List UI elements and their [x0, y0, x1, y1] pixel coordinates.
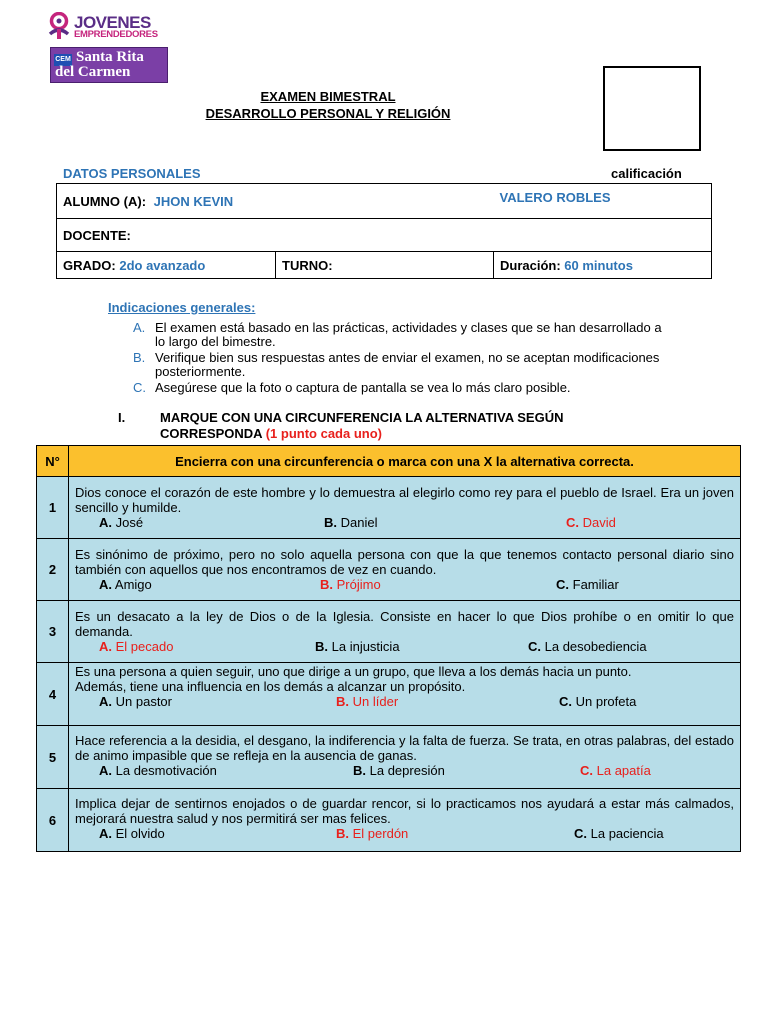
docente-label: DOCENTE:: [63, 227, 131, 243]
option-text: La injusticia: [331, 639, 400, 654]
option-a[interactable]: [99, 515, 143, 530]
question-number: 5: [37, 726, 69, 789]
option-b[interactable]: [324, 515, 377, 530]
question-row-3: [37, 601, 741, 663]
options-row: [69, 515, 740, 531]
option-text: El olvido: [115, 826, 165, 841]
option-a[interactable]: [99, 826, 165, 841]
logo-emblem-icon: [46, 12, 72, 40]
option-b[interactable]: [336, 694, 398, 709]
option-c[interactable]: [559, 694, 636, 709]
alumno-row: [57, 184, 712, 219]
option-text: Un pastor: [115, 694, 172, 709]
option-c[interactable]: [580, 763, 651, 778]
question-cell: [69, 601, 741, 663]
question-cell: [69, 789, 741, 852]
section-number: I.: [118, 410, 126, 425]
grado-value: 2do avanzado: [119, 257, 206, 273]
alumno-apellido-cell: [494, 184, 712, 219]
question-text: Hace referencia a la desidia, el desgano, la indiferencia y la falta de fuerza. Se trata, en otras palabras, del estado de animo impasible que se refleja en la ausencia de ganas.: [75, 733, 734, 763]
section-title-corresponda: CORRESPONDA: [160, 426, 263, 441]
option-letter: B.: [320, 577, 333, 592]
option-c[interactable]: [528, 639, 647, 654]
option-text: Un profeta: [575, 694, 637, 709]
option-text: La paciencia: [590, 826, 664, 841]
alumno-label: ALUMNO (A):: [63, 193, 147, 209]
turno-label: TURNO:: [282, 257, 333, 273]
option-letter: C.: [566, 515, 579, 530]
table-header-row: [37, 446, 741, 477]
option-text: La depresión: [369, 763, 445, 778]
question-cell: [69, 539, 741, 601]
question-text: Dios conoce el corazón de este hombre y lo demuestra al elegirlo como rey para el pueblo de Israel. Era un joven sencillo y humilde.: [75, 485, 734, 515]
question-cell: [69, 726, 741, 789]
questions-table: [36, 445, 741, 852]
question-text: Es una persona a quien seguir, uno que dirige a un grupo, que lleva a los demás hacia un punto.: [75, 664, 632, 679]
alumno-nombre: JHON KEVIN: [153, 193, 234, 209]
logo-text-emprendedores: EMPRENDEDORES: [74, 29, 158, 40]
option-letter: C.: [528, 639, 541, 654]
option-text: La desobediencia: [544, 639, 647, 654]
options-row: [69, 639, 740, 655]
logo-text-santa-rita: Santa Rita: [76, 49, 144, 65]
option-c[interactable]: [574, 826, 664, 841]
santa-rita-logo: [50, 47, 168, 83]
option-a[interactable]: [99, 763, 217, 778]
question-text-2: Además, tiene una influencia en los demás a alcanzar un propósito.: [75, 678, 466, 694]
turno-cell: [276, 252, 494, 279]
section-points: (1 punto cada uno): [265, 426, 382, 441]
question-text: Implica dejar de sentirnos enojados o de guardar rencor, si lo practicamos nos ayudará a estar más calmados, mejorará nuestra salud y nos permitirá ser mas felices.: [75, 796, 734, 826]
option-a[interactable]: [99, 694, 172, 709]
option-letter: A.: [99, 639, 112, 654]
header-instruction: Encierra con una circunferencia o marca con una X la alternativa correcta.: [69, 446, 741, 477]
header-num: N°: [37, 446, 69, 477]
options-row: [69, 694, 740, 710]
question-row-1: [37, 477, 741, 539]
option-letter: B.: [336, 826, 349, 841]
question-row-5: [37, 726, 741, 789]
indicacion-text: Verifique bien sus respuestas antes de enviar el examen, no se aceptan modificaciones posteriormente.: [155, 350, 660, 379]
duracion-cell: [494, 252, 712, 279]
section-title-line1: MARQUE CON UNA CIRCUNFERENCIA LA ALTERNATIVA SEGÚN: [160, 410, 564, 425]
option-letter: A.: [99, 577, 112, 592]
option-text: Un líder: [352, 694, 399, 709]
indicaciones-list: [133, 321, 693, 401]
section-title-line2: [160, 426, 382, 442]
options-row: [69, 826, 740, 842]
option-letter: B.: [336, 694, 349, 709]
option-letter: A.: [99, 826, 112, 841]
cem-badge: CEM: [54, 54, 72, 66]
question-number: 6: [37, 789, 69, 852]
option-text: La apatía: [596, 763, 651, 778]
jovenes-emprendedores-logo: [46, 12, 171, 42]
datos-personales-label: DATOS PERSONALES: [63, 166, 201, 181]
duracion-label: Duración:: [500, 257, 561, 273]
alumno-cell: [57, 184, 494, 219]
logo-text-jovenes: JOVENES: [74, 13, 151, 32]
option-b[interactable]: [336, 826, 408, 841]
option-text: Daniel: [340, 515, 378, 530]
options-row: [69, 763, 740, 779]
grade-box: [603, 66, 701, 151]
option-text: El pecado: [115, 639, 174, 654]
option-letter: A.: [99, 515, 112, 530]
indicacion-text: El examen está basado en las prácticas, actividades y clases que se han desarrollado a lo largo del bimestre.: [155, 320, 662, 349]
question-cell: [69, 477, 741, 539]
docente-cell: [57, 219, 712, 252]
option-letter: B.: [315, 639, 328, 654]
option-letter: C.: [574, 826, 587, 841]
option-a[interactable]: [99, 639, 173, 654]
question-cell: [69, 663, 741, 726]
option-letter: C.: [556, 577, 569, 592]
question-text: Es un desacato a la ley de Dios o de la Iglesia. Consiste en hacer lo que Dios prohíbe o en omitir lo que demanda.: [75, 609, 734, 639]
option-text: Amigo: [114, 577, 152, 592]
question-row-6: [37, 789, 741, 852]
indicacion-text: Asegúrese que la foto o captura de pantalla se vea lo más claro posible.: [155, 380, 571, 395]
option-b[interactable]: [353, 763, 445, 778]
question-number: 1: [37, 477, 69, 539]
indicacion-letter: A.: [133, 320, 146, 335]
question-number: 4: [37, 663, 69, 726]
question-row-2: [37, 539, 741, 601]
option-c[interactable]: [556, 577, 619, 592]
option-letter: A.: [99, 763, 112, 778]
calificacion-label: calificación: [611, 166, 682, 181]
option-letter: B.: [353, 763, 366, 778]
indicaciones-title: Indicaciones generales:: [108, 300, 256, 315]
option-text: Prójimo: [336, 577, 381, 592]
logo-text-del-carmen: del Carmen: [55, 64, 131, 80]
option-b[interactable]: [315, 639, 400, 654]
exam-subject: DESARROLLO PERSONAL Y RELIGIÓN: [205, 106, 451, 121]
grado-cell: [57, 252, 276, 279]
personal-info-table: [56, 183, 712, 279]
option-text: La desmotivación: [115, 763, 217, 778]
exam-title: EXAMEN BIMESTRAL: [260, 89, 396, 104]
alumno-apellido: VALERO ROBLES: [499, 190, 611, 205]
question-text: Es sinónimo de próximo, pero no solo aquella persona con que la que tenemos contacto personal diario sino también con aquellos que nos encontramos de vez en cuando.: [75, 547, 734, 577]
option-letter: C.: [580, 763, 593, 778]
docente-row: [57, 219, 712, 252]
option-letter: B.: [324, 515, 337, 530]
question-number: 2: [37, 539, 69, 601]
option-b[interactable]: [320, 577, 381, 592]
option-text: José: [115, 515, 144, 530]
question-row-4: [37, 663, 741, 726]
option-text: El perdón: [352, 826, 409, 841]
option-letter: C.: [559, 694, 572, 709]
grado-label: GRADO:: [63, 257, 116, 273]
option-text: Familiar: [572, 577, 619, 592]
indicacion-letter: C.: [133, 380, 146, 395]
indicacion-letter: B.: [133, 350, 146, 365]
question-number: 3: [37, 601, 69, 663]
grado-row: [57, 252, 712, 279]
options-row: [69, 577, 740, 593]
duracion-value: 60 minutos: [564, 257, 633, 273]
option-text: David: [582, 515, 616, 530]
option-c[interactable]: [566, 515, 616, 530]
option-a[interactable]: [99, 577, 152, 592]
option-letter: A.: [99, 694, 112, 709]
